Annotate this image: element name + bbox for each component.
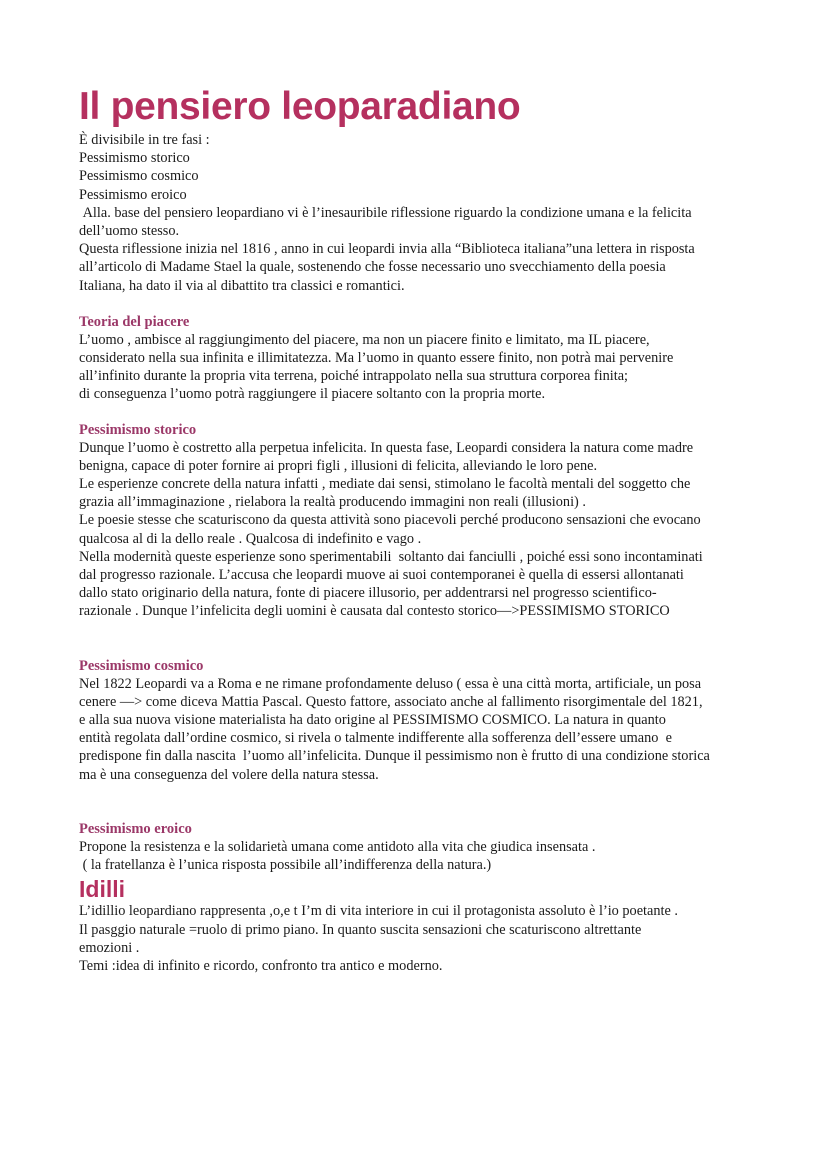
section-heading: Pessimismo eroico	[79, 820, 192, 837]
intro-line: Pessimismo storico	[79, 150, 190, 167]
intro-line: Questa riflessione inizia nel 1816 , anno in cui leopardi invia alla “Biblioteca italiana”una lettera in risposta	[79, 241, 695, 258]
section-heading: Pessimismo cosmico	[79, 657, 204, 674]
section-line: entità regolata dall’ordine cosmico, si rivela o talmente indifferente alla sofferenza dell’essere umano e	[79, 730, 672, 747]
section-title-idilli: Idilli	[79, 876, 125, 903]
section-line: Nella modernità queste esperienze sono sperimentabili soltanto dai fanciulli , poiché essi sono incontaminati	[79, 548, 703, 565]
section-line: e alla sua nuova visione materialista ha dato origine al PESSIMISMO COSMICO. La natura in quanto	[79, 712, 666, 729]
section-line: L’idillio leopardiano rappresenta ,o,e t I’m di vita interiore in cui il protagonista assoluto è l’io poetante .	[79, 903, 678, 920]
intro-line: Pessimismo eroico	[79, 186, 187, 203]
section-idilli	[79, 877, 759, 975]
section-line: Dunque l’uomo è costretto alla perpetua infelicita. In questa fase, Leopardi considera la natura come madre	[79, 439, 694, 456]
section-teoria-del-piacere	[79, 313, 759, 404]
section-line: all’infinito durante la propria vita terrena, poiché intrappolato nella sua struttura corporea finita;	[79, 368, 629, 385]
section-pessimismo-cosmico	[79, 657, 759, 784]
section-line: Le esperienze concrete della natura infatti , mediate dai sensi, stimolano le facoltà mentali del soggetto che	[79, 476, 691, 493]
section-line: emozioni .	[79, 939, 140, 956]
section-line: Il pasggio naturale =ruolo di primo piano. In quanto suscita sensazioni che scaturiscono altrettante	[79, 921, 642, 938]
page-title: Il pensiero leoparadiano	[79, 85, 521, 128]
intro-block	[79, 131, 759, 295]
intro-line: all’articolo di Madame Stael la quale, sostenendo che fosse necessario uno svecchiamento della poesia	[79, 259, 666, 276]
section-line: Propone la resistenza e la solidarietà umana come antidoto alla vita che giudica insensata .	[79, 838, 596, 855]
section-pessimismo-storico	[79, 421, 759, 621]
intro-line: Italiana, ha dato il via al dibattito tra classici e romantici.	[79, 277, 405, 294]
section-line: predispone fin dalla nascita l’uomo all’infelicita. Dunque il pessimismo non è frutto di una condizione storica	[79, 748, 710, 765]
section-heading: Pessimismo storico	[79, 421, 197, 438]
section-line: dal progresso razionale. L’accusa che leopardi muove ai suoi contemporanei è quella di essersi allontanati	[79, 567, 684, 584]
section-line: ma è una conseguenza del volere della natura stessa.	[79, 766, 379, 783]
intro-line: È divisibile in tre fasi :	[79, 132, 210, 148]
intro-line: Alla. base del pensiero leopardiano vi è l’inesauribile riflessione riguardo la condizione umana e la felicita	[79, 204, 692, 221]
section-line: Nel 1822 Leopardi va a Roma e ne rimane profondamente deluso ( essa è una città morta, artificiale, un posa	[79, 675, 702, 692]
intro-line: dell’uomo stesso.	[79, 223, 180, 240]
section-line: Temi :idea di infinito e ricordo, confronto tra antico e moderno.	[79, 957, 443, 974]
section-line: benigna, capace di poter fornire ai propri figli , illusioni di felicita, alleviando le loro pene.	[79, 457, 598, 474]
section-line: Le poesie stesse che scaturiscono da questa attività sono piacevoli perché producono sensazioni che evocano	[79, 512, 701, 529]
section-line: razionale . Dunque l’infelicita degli uomini è causata dal contesto storico—>PESSIMISMO STORICO	[79, 603, 670, 620]
section-line: di conseguenza l’uomo potrà raggiungere il piacere soltanto con la propria morte.	[79, 386, 546, 403]
section-pessimismo-eroico	[79, 820, 759, 874]
intro-line: Pessimismo cosmico	[79, 168, 199, 185]
section-line: grazia all’immaginazione , rielabora la realtà producendo immagini non reali (illusioni) .	[79, 494, 586, 511]
document-body	[79, 84, 759, 975]
section-line: considerato nella sua infinita e illimitatezza. Ma l’uomo in quanto essere finito, non potrà mai pervenire	[79, 350, 674, 367]
section-heading: Teoria del piacere	[79, 313, 190, 330]
section-line: ( la fratellanza è l’unica risposta possibile all’indifferenza della natura.)	[79, 857, 492, 874]
section-line: qualcosa al di la dello reale . Qualcosa di indefinito e vago .	[79, 530, 422, 547]
section-line: L’uomo , ambisce al raggiungimento del piacere, ma non un piacere finito e limitato, ma IL piacere,	[79, 331, 650, 348]
section-line: dallo stato originario della natura, fonte di piacere illusorio, per addentrarsi nel progresso scientifico-	[79, 585, 657, 602]
section-line: cenere —> come diceva Mattia Pascal. Questo fattore, associato anche al fallimento risorgimentale del 1821,	[79, 693, 703, 710]
